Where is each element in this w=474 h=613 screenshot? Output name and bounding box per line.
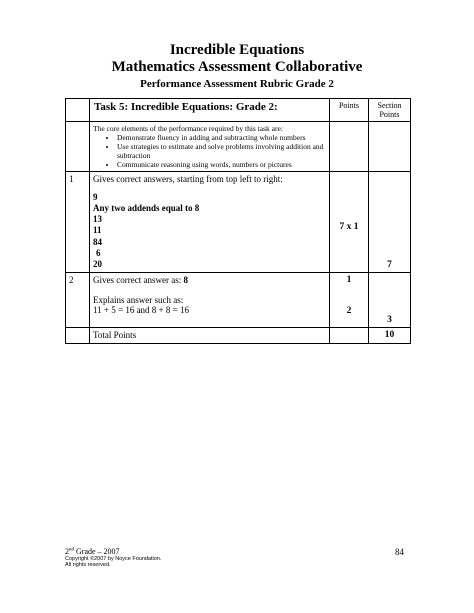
points-value: 2 [346,306,352,317]
table-row [66,172,411,273]
row-section-points: 3 [369,273,411,328]
answer-item: 6 [96,247,101,258]
total-label: Total Points [90,328,330,344]
total-row [66,328,411,344]
rubric-table [65,98,411,344]
row-number: 1 [66,172,90,273]
answer-item: 20 [93,259,102,270]
desc-prefix: Gives correct answer as: [93,275,184,286]
core-item: • Communicate reasoning using words, numbers or pictures [117,160,326,169]
empty-cell [330,122,369,172]
row-points [330,273,369,328]
row-number: 2 [66,273,90,328]
points-header: Points [330,99,369,122]
empty-cell [330,328,369,344]
desc-answer: 8 [183,275,188,286]
answer-list [93,192,326,271]
core-item: • Use strategies to estimate and solve problems involving addition and subtraction [117,142,326,160]
empty-cell [66,99,90,122]
page-subtitle: Mathematics Assessment Collaborative [111,59,363,75]
footer-grade [65,547,161,556]
page-number: 84 [395,547,404,557]
footer-rights: All rights reserved. [65,562,111,569]
grade-text: Grade – 2007 [74,547,120,556]
answer-item: 13 [93,214,102,225]
table-row [66,273,411,328]
grade-suffix: nd [69,547,74,553]
answer-item: 11 [93,225,102,236]
core-intro: The core elements of the performance required by this task are: [93,124,283,134]
empty-cell [369,122,411,172]
row-description [90,172,330,273]
points-value: 1 [346,275,352,286]
table-header-row [66,99,411,122]
core-item: • Demonstrate fluency in adding and subtracting whole numbers [117,133,326,142]
answer-item: 9 [93,191,98,202]
core-elements [90,122,330,172]
task-title: Task 5: Incredible Equations: Grade 2: [90,99,330,122]
answer-item: Any two addends equal to 8 [93,202,200,213]
footer-copyright: Copyright ©2007 by Noyce Foundation. [65,556,162,562]
empty-cell [66,122,90,172]
core-elements-row [66,122,411,172]
points-value: 7 x 1 [339,222,359,233]
rubric-subtitle: Performance Assessment Rubric Grade 2 [140,78,334,90]
row-desc-text [93,275,326,285]
explain-text: 11 + 5 = 16 and 8 + 8 = 16 [93,305,189,316]
section-points-header: Section Points [369,99,411,122]
row-points [330,172,369,273]
page-title: Incredible Equations [169,42,305,58]
grade-num: 2 [65,547,69,556]
footer [65,547,161,569]
empty-cell [66,328,90,344]
row-description [90,273,330,328]
row-desc-text: Gives correct answers, starting from top left to right: [93,174,283,185]
explain-label: Explains answer such as: [93,294,184,305]
total-value: 10 [369,328,411,344]
row-section-points: 7 [369,172,411,273]
answer-item: 84 [93,236,102,247]
core-list [93,133,326,169]
